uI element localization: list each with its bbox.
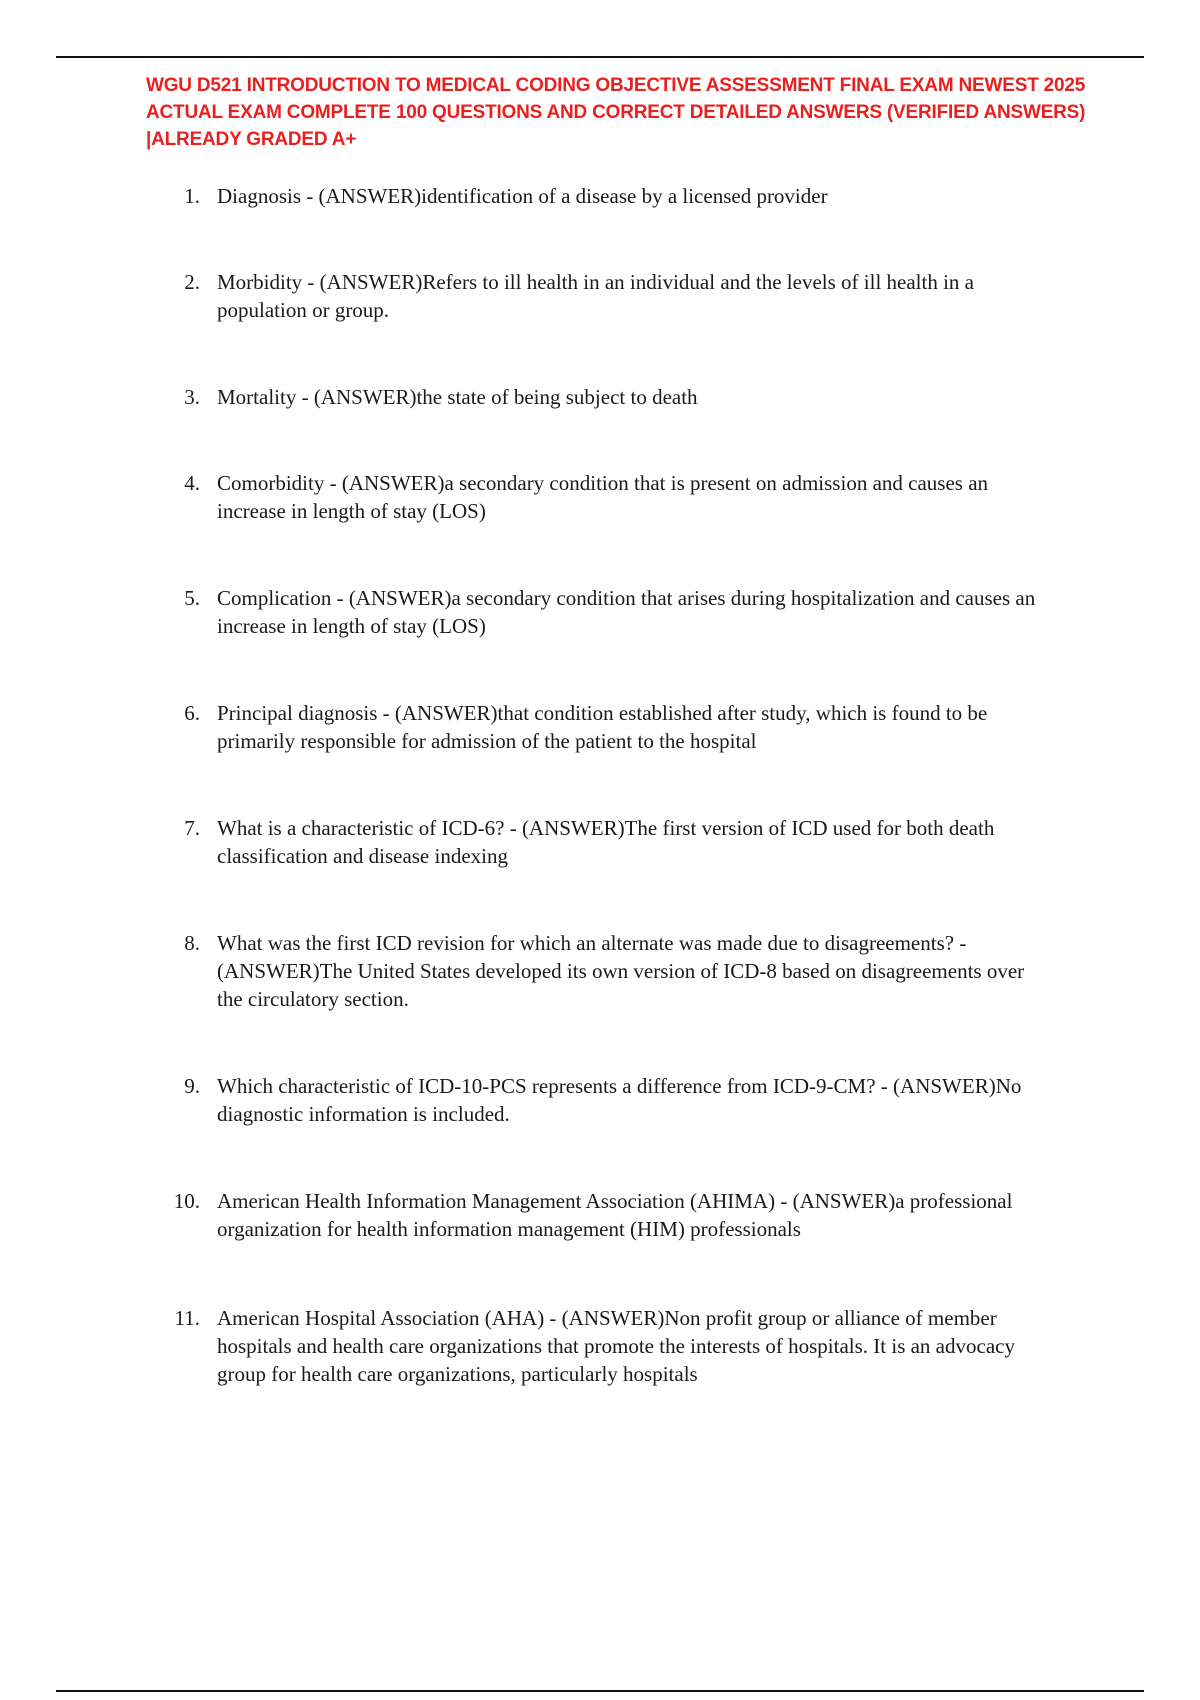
qa-item-text — [217, 584, 1097, 640]
qa-item-line: Diagnosis - (ANSWER)identification of a disease by a licensed provider — [217, 184, 828, 208]
bottom-horizontal-rule — [56, 1690, 1144, 1692]
qa-item-line: What is a characteristic of ICD-6? - (ANSWER)The first version of ICD used for both death — [217, 816, 995, 840]
document-title-line: ACTUAL EXAM COMPLETE 100 QUESTIONS AND CORRECT DETAILED ANSWERS (VERIFIED ANSWERS) — [146, 102, 1086, 123]
qa-item-text — [217, 1072, 1097, 1128]
document-title-line: WGU D521 INTRODUCTION TO MEDICAL CODING OBJECTIVE ASSESSMENT FINAL EXAM NEWEST 2025 — [146, 75, 1086, 96]
qa-item-line: Morbidity - (ANSWER)Refers to ill health in an individual and the levels of ill health in a — [217, 270, 975, 294]
document-title-line: |ALREADY GRADED A+ — [146, 129, 357, 150]
qa-item-number: 9. — [184, 1074, 200, 1098]
document-title — [146, 72, 1096, 153]
qa-item-number: 8. — [184, 931, 200, 955]
qa-item-number: 2. — [184, 270, 200, 294]
qa-item-number: 11. — [174, 1306, 200, 1330]
qa-item-text — [217, 182, 1097, 210]
qa-item-number: 5. — [184, 586, 200, 610]
qa-item-line: population or group. — [217, 298, 390, 322]
qa-item-number: 7. — [184, 816, 200, 840]
qa-item-text — [217, 1304, 1097, 1388]
qa-item-line: Which characteristic of ICD-10-PCS represents a difference from ICD-9-CM? - (ANSWER)No — [217, 1074, 1022, 1098]
qa-item-line: increase in length of stay (LOS) — [217, 499, 486, 523]
qa-item-line: primarily responsible for admission of the patient to the hospital — [217, 729, 757, 753]
qa-item-line: diagnostic information is included. — [217, 1102, 510, 1126]
qa-item-line: the circulatory section. — [217, 987, 409, 1011]
qa-item-text — [217, 1187, 1097, 1243]
qa-item-number: 1. — [184, 184, 200, 208]
qa-item-number: 3. — [184, 385, 200, 409]
qa-item-text — [217, 469, 1097, 525]
top-horizontal-rule — [56, 56, 1144, 58]
qa-item-text — [217, 929, 1097, 1013]
qa-item-text — [217, 268, 1097, 324]
qa-item-line: Mortality - (ANSWER)the state of being subject to death — [217, 385, 698, 409]
qa-item-number: 6. — [184, 701, 200, 725]
qa-item-line: What was the first ICD revision for which an alternate was made due to disagreements? - — [217, 931, 967, 955]
qa-item-line: Complication - (ANSWER)a secondary condition that arises during hospitalization and causes an — [217, 586, 1036, 610]
qa-item-line: increase in length of stay (LOS) — [217, 614, 486, 638]
qa-item-line: American Health Information Management Association (AHIMA) - (ANSWER)a professional — [217, 1189, 1013, 1213]
qa-item-line: classification and disease indexing — [217, 844, 508, 868]
qa-item-text — [217, 383, 1097, 411]
qa-item-line: (ANSWER)The United States developed its own version of ICD-8 based on disagreements over — [217, 959, 1025, 983]
qa-item-line: hospitals and health care organizations that promote the interests of hospitals. It is an advocacy — [217, 1334, 1015, 1358]
qa-item-line: group for health care organizations, particularly hospitals — [217, 1362, 698, 1386]
qa-item-text — [217, 699, 1097, 755]
qa-item-number: 4. — [184, 471, 200, 495]
qa-item-number: 10. — [173, 1189, 200, 1213]
qa-item-text — [217, 814, 1097, 870]
qa-item-line: Principal diagnosis - (ANSWER)that condition established after study, which is found to be — [217, 701, 988, 725]
qa-item-line: Comorbidity - (ANSWER)a secondary condition that is present on admission and causes an — [217, 471, 989, 495]
qa-item-line: American Hospital Association (AHA) - (ANSWER)Non profit group or alliance of member — [217, 1306, 997, 1330]
qa-item-line: organization for health information management (HIM) professionals — [217, 1217, 801, 1241]
